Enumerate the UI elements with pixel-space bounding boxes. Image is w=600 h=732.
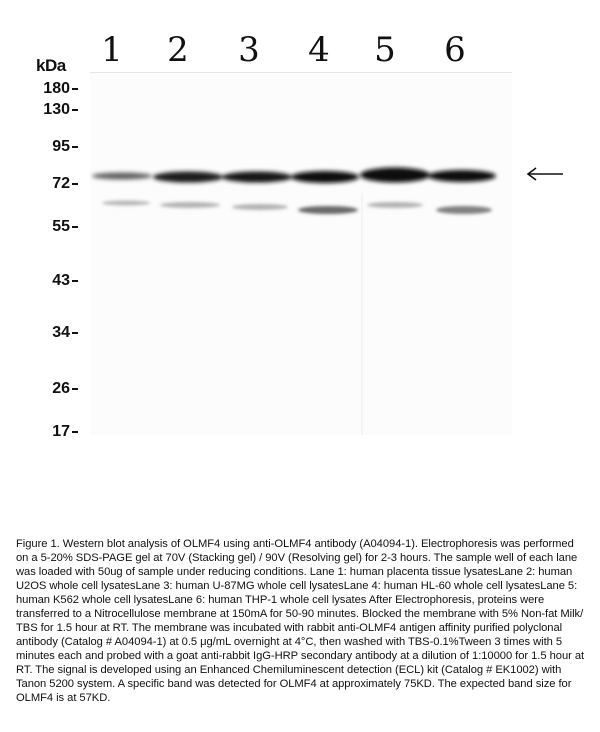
band-main-lane-4 — [291, 171, 359, 183]
band-lower-lane-5 — [367, 202, 423, 208]
lane-number-1: 1 — [101, 30, 123, 70]
marker-label-130: 130 — [43, 101, 70, 118]
marker-label-55: 55 — [52, 218, 70, 235]
marker-label-72: 72 — [52, 175, 70, 192]
lane-number-4: 4 — [308, 30, 330, 70]
marker-label-17: 17 — [52, 423, 70, 440]
blot-bands — [90, 73, 512, 435]
lane-number-2: 2 — [167, 30, 189, 70]
marker-label-180: 180 — [43, 80, 70, 97]
marker-label-34: 34 — [52, 324, 70, 341]
band-lower-lane-1 — [102, 201, 150, 206]
band-arrow-icon — [525, 167, 565, 181]
band-main-lane-5 — [360, 168, 430, 183]
marker-label-95: 95 — [52, 138, 70, 155]
band-main-lane-2 — [153, 172, 223, 183]
band-main-lane-3 — [222, 172, 292, 183]
figure-caption — [16, 537, 586, 705]
lane-number-5: 5 — [374, 30, 396, 70]
band-lower-lane-3 — [232, 204, 288, 210]
blot-membrane — [90, 72, 512, 435]
lane-number-6: 6 — [444, 30, 466, 70]
lane-number-3: 3 — [238, 30, 260, 70]
band-main-lane-6 — [428, 170, 496, 182]
marker-label-43: 43 — [52, 272, 70, 289]
band-lower-lane-2 — [160, 202, 220, 208]
marker-label-26: 26 — [52, 380, 70, 397]
kda-unit-label: kDa — [36, 56, 66, 75]
band-lower-lane-6 — [436, 206, 492, 214]
band-lower-lane-4 — [298, 206, 358, 214]
band-main-lane-1 — [92, 173, 152, 180]
membrane-background — [90, 73, 512, 435]
caption-text: Figure 1. Western blot analysis of OLMF4 using anti-OLMF4 antibody (A04094-1). Electrophoresis was performed on a 5-20% SDS-PAGE gel at 70V (Stacking gel) / 90V (Resolving gel) for 2-3 hours. The sample well of each lane was loaded with 50ug of sample under reducing conditions. Lane 1: human placenta tissue lysatesLane 2: human U2OS whole cell lysatesLane 3: human U-87MG whole cell lysatesLane 4: human HL-60 whole cell lysatesLane 5: human K562 whole cell lysatesLane 6: human THP-1 whole cell lysates After Electrophoresis, proteins were transferred to a Nitrocellulose membrane at 150mA for 50-90 minutes. Blocked the membrane with 5% Non-fat Milk/ TBS for 1.5 hour at RT. The membrane was incubated with rabbit anti-OLMF4 antigen affinity purified polyclonal antibody (Catalog # A04094-1) at 0.5 μg/mL overnight at 4°C, then washed with TBS-0.1%Tween 3 times with 5 minutes each and probed with a goat anti-rabbit IgG-HRP secondary antibody at a dilution of 1:10000 for 1.5 hour at RT. The signal is developed using an Enhanced Chemiluminescent detection (ECL) kit (Catalog # EK1002) with Tanon 5200 system. A specific band was detected for OLMF4 at approximately 75KD. The expected band size for OLMF4 is at 57KD. — [16, 538, 585, 704]
